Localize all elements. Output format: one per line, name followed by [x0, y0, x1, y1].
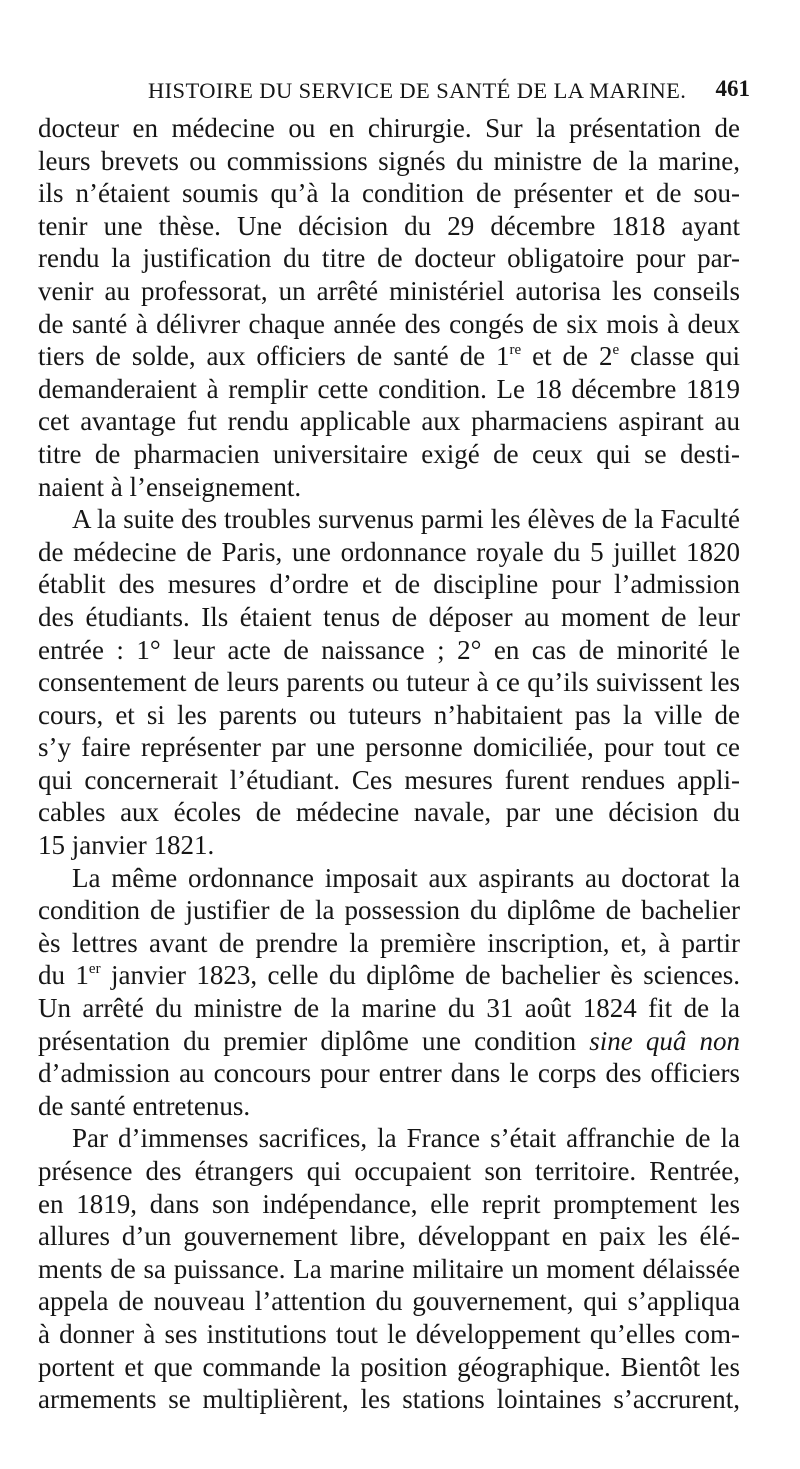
- running-head: [38, 76, 750, 106]
- text-line: ments de sa puissance. La marine militaire un moment délaissée: [38, 1253, 740, 1284]
- text-line: A la suite des troubles survenus parmi les élèves de la Faculté: [72, 504, 740, 535]
- text-line: condition de justifier de la possession du diplôme de bachelier: [38, 895, 740, 926]
- text-line: du 1er janvier 1823, celle du diplôme de bachelier ès sciences.: [38, 960, 741, 991]
- text-line: tenir une thèse. Une décision du 29 décembre 1818 ayant: [38, 210, 740, 241]
- text-line: portent et que commande la position géographique. Bientôt les: [38, 1351, 740, 1382]
- text-line: ès lettres avant de prendre la première inscription, et, à partir: [38, 927, 740, 958]
- text-line: allures d’un gouvernement libre, développant en paix les élé-: [38, 1221, 740, 1252]
- text-line: venir au professorat, un arrêté ministériel autorisa les conseils: [38, 275, 740, 306]
- text-line: consentement de leurs parents ou tuteur à ce qu’ils suivissent les: [38, 667, 740, 698]
- text-line: armements se multiplièrent, les stations lointaines s’accrurent,: [38, 1384, 740, 1415]
- text-line: établit des mesures d’ordre et de discipline pour l’admission: [38, 569, 740, 600]
- text-line: s’y faire représenter par une personne domiciliée, pour tout ce: [38, 732, 740, 763]
- body-text: [38, 112, 740, 1416]
- text-line: cours, et si les parents ou tuteurs n’habitaient pas la ville de: [38, 699, 740, 730]
- text-line: entrée : 1° leur acte de naissance ; 2° en cas de minorité le: [38, 634, 740, 665]
- text-line: qui concernerait l’étudiant. Ces mesures furent rendues appli-: [38, 764, 740, 795]
- running-title: HISTOIRE DU SERVICE DE SANTÉ DE LA MARINE.: [148, 78, 687, 103]
- text-line: Par d’immenses sacrifices, la France s’était affranchie de la: [72, 1123, 740, 1154]
- text-line: cables aux écoles de médecine navale, par une décision du: [38, 797, 740, 828]
- text-line: d’admission au concours pour entrer dans le corps des officiers: [38, 1058, 740, 1089]
- text-line: ils n’étaient soumis qu’à la condition de présenter et de sou-: [38, 178, 740, 209]
- text-line: cet avantage fut rendu applicable aux pharmaciens aspirant au: [38, 406, 740, 437]
- text-line: appela de nouveau l’attention du gouvernement, qui s’appliqua: [38, 1286, 740, 1317]
- text-line: de médecine de Paris, une ordonnance royale du 5 juillet 1820: [38, 536, 740, 567]
- text-line: de santé à délivrer chaque année des congés de six mois à deux: [38, 308, 740, 339]
- text-line: en 1819, dans son indépendance, elle reprit promptement les: [38, 1188, 740, 1219]
- text-line: docteur en médecine ou en chirurgie. Sur la présentation de: [38, 113, 740, 143]
- text-line: naient à l’enseignement.: [38, 471, 302, 502]
- text-line: demanderaient à remplir cette condition. Le 18 décembre 1819: [38, 373, 740, 404]
- text-line: présentation du premier diplôme une condition sine quâ non: [38, 1025, 740, 1056]
- text-line: de santé entretenus.: [38, 1090, 251, 1121]
- text-line: Un arrêté du ministre de la marine du 31 août 1824 fit de la: [38, 993, 740, 1024]
- text-line: La même ordonnance imposait aux aspirants au doctorat la: [72, 862, 740, 893]
- text-line: titre de pharmacien universitaire exigé de ceux qui se desti-: [38, 438, 740, 469]
- text-line: rendu la justification du titre de docteur obligatoire pour par-: [38, 243, 740, 274]
- text-line: présence des étrangers qui occupaient son territoire. Rentrée,: [38, 1156, 740, 1186]
- text-line: tiers de solde, aux officiers de santé de 1re et de 2e classe qui: [38, 341, 740, 372]
- text-line: à donner à ses institutions tout le développement qu’elles com-: [38, 1318, 740, 1349]
- text-line: 15 janvier 1821.: [38, 830, 215, 861]
- text-line: leurs brevets ou commissions signés du ministre de la marine,: [38, 145, 740, 176]
- page-number: 461: [715, 76, 750, 101]
- text-line: des étudiants. Ils étaient tenus de déposer au moment de leur: [38, 601, 740, 632]
